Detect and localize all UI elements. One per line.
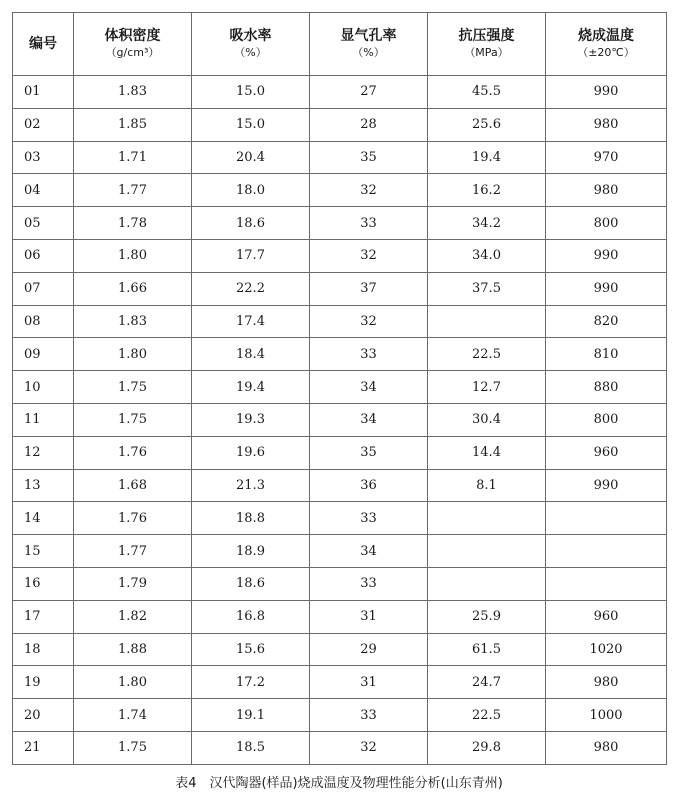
cell-compressive-strength: 22.5 [428, 338, 546, 371]
table-row [13, 76, 667, 109]
cell-apparent-porosity: 32 [310, 239, 428, 272]
cell-bulk-density: 1.74 [74, 699, 192, 732]
cell-compressive-strength [428, 567, 546, 600]
cell-compressive-strength: 61.5 [428, 633, 546, 666]
cell-firing-temperature: 800 [546, 207, 667, 240]
cell-apparent-porosity: 36 [310, 469, 428, 502]
cell-compressive-strength: 19.4 [428, 141, 546, 174]
cell-compressive-strength: 34.2 [428, 207, 546, 240]
cell-sample-id: 08 [13, 305, 74, 338]
cell-firing-temperature: 960 [546, 436, 667, 469]
table-row [13, 141, 667, 174]
cell-firing-temperature: 1020 [546, 633, 667, 666]
cell-firing-temperature [546, 502, 667, 535]
table-row [13, 535, 667, 568]
cell-apparent-porosity: 37 [310, 272, 428, 305]
cell-compressive-strength: 22.5 [428, 699, 546, 732]
cell-sample-id: 19 [13, 666, 74, 699]
cell-water-absorption: 15.0 [192, 108, 310, 141]
cell-bulk-density: 1.80 [74, 338, 192, 371]
table-row [13, 731, 667, 764]
cell-water-absorption: 17.7 [192, 239, 310, 272]
header-label: 吸水率 [229, 28, 272, 44]
cell-apparent-porosity: 27 [310, 76, 428, 109]
header-unit: （MPa） [464, 46, 509, 59]
cell-water-absorption: 19.4 [192, 371, 310, 404]
table-row [13, 469, 667, 502]
cell-apparent-porosity: 33 [310, 567, 428, 600]
cell-bulk-density: 1.88 [74, 633, 192, 666]
cell-sample-id: 07 [13, 272, 74, 305]
cell-apparent-porosity: 33 [310, 502, 428, 535]
table-row [13, 338, 667, 371]
cell-firing-temperature: 960 [546, 600, 667, 633]
table-row [13, 436, 667, 469]
cell-water-absorption: 19.6 [192, 436, 310, 469]
cell-compressive-strength: 8.1 [428, 469, 546, 502]
cell-apparent-porosity: 35 [310, 141, 428, 174]
cell-compressive-strength [428, 535, 546, 568]
cell-firing-temperature: 810 [546, 338, 667, 371]
cell-sample-id: 01 [13, 76, 74, 109]
cell-firing-temperature: 820 [546, 305, 667, 338]
header-label: 烧成温度 [578, 28, 634, 44]
cell-sample-id: 05 [13, 207, 74, 240]
cell-apparent-porosity: 34 [310, 403, 428, 436]
cell-sample-id: 10 [13, 371, 74, 404]
cell-firing-temperature: 980 [546, 731, 667, 764]
table-row [13, 371, 667, 404]
table-row [13, 699, 667, 732]
cell-sample-id: 13 [13, 469, 74, 502]
ceramics-properties-table [12, 12, 667, 765]
cell-compressive-strength: 34.0 [428, 239, 546, 272]
cell-bulk-density: 1.76 [74, 436, 192, 469]
header-label: 编号 [29, 36, 57, 52]
cell-firing-temperature: 880 [546, 371, 667, 404]
cell-firing-temperature: 980 [546, 108, 667, 141]
cell-sample-id: 15 [13, 535, 74, 568]
cell-water-absorption: 22.2 [192, 272, 310, 305]
cell-apparent-porosity: 32 [310, 731, 428, 764]
cell-sample-id: 18 [13, 633, 74, 666]
cell-compressive-strength: 25.6 [428, 108, 546, 141]
cell-bulk-density: 1.80 [74, 239, 192, 272]
table-row [13, 239, 667, 272]
cell-bulk-density: 1.75 [74, 371, 192, 404]
table-row [13, 502, 667, 535]
cell-water-absorption: 15.6 [192, 633, 310, 666]
cell-bulk-density: 1.77 [74, 174, 192, 207]
header-label: 体积密度 [104, 28, 161, 44]
header-unit: （%） [234, 46, 267, 59]
cell-apparent-porosity: 33 [310, 699, 428, 732]
cell-apparent-porosity: 34 [310, 371, 428, 404]
cell-water-absorption: 18.5 [192, 731, 310, 764]
cell-bulk-density: 1.83 [74, 76, 192, 109]
cell-apparent-porosity: 33 [310, 207, 428, 240]
header-label: 抗压强度 [458, 28, 515, 44]
cell-compressive-strength [428, 502, 546, 535]
cell-sample-id: 12 [13, 436, 74, 469]
cell-sample-id: 20 [13, 699, 74, 732]
header-label: 显气孔率 [340, 28, 397, 44]
header-cell-id [13, 13, 74, 76]
cell-bulk-density: 1.68 [74, 469, 192, 502]
cell-firing-temperature: 990 [546, 239, 667, 272]
cell-compressive-strength: 14.4 [428, 436, 546, 469]
cell-compressive-strength: 16.2 [428, 174, 546, 207]
cell-firing-temperature: 980 [546, 174, 667, 207]
cell-compressive-strength [428, 305, 546, 338]
cell-apparent-porosity: 35 [310, 436, 428, 469]
header-unit: （%） [352, 46, 385, 59]
cell-bulk-density: 1.75 [74, 731, 192, 764]
cell-compressive-strength: 24.7 [428, 666, 546, 699]
table-row [13, 108, 667, 141]
cell-bulk-density: 1.75 [74, 403, 192, 436]
cell-water-absorption: 18.9 [192, 535, 310, 568]
cell-sample-id: 06 [13, 239, 74, 272]
cell-water-absorption: 18.4 [192, 338, 310, 371]
cell-sample-id: 11 [13, 403, 74, 436]
cell-sample-id: 03 [13, 141, 74, 174]
cell-water-absorption: 18.6 [192, 207, 310, 240]
cell-firing-temperature: 800 [546, 403, 667, 436]
cell-bulk-density: 1.76 [74, 502, 192, 535]
cell-compressive-strength: 25.9 [428, 600, 546, 633]
cell-bulk-density: 1.66 [74, 272, 192, 305]
cell-water-absorption: 19.1 [192, 699, 310, 732]
cell-bulk-density: 1.80 [74, 666, 192, 699]
header-cell-bulk-density [74, 13, 192, 76]
cell-water-absorption: 16.8 [192, 600, 310, 633]
cell-sample-id: 16 [13, 567, 74, 600]
cell-compressive-strength: 45.5 [428, 76, 546, 109]
cell-water-absorption: 21.3 [192, 469, 310, 502]
cell-water-absorption: 18.6 [192, 567, 310, 600]
cell-bulk-density: 1.71 [74, 141, 192, 174]
header-row [13, 13, 667, 76]
cell-water-absorption: 17.2 [192, 666, 310, 699]
table-row [13, 567, 667, 600]
table-row [13, 272, 667, 305]
cell-firing-temperature [546, 535, 667, 568]
cell-apparent-porosity: 34 [310, 535, 428, 568]
cell-firing-temperature: 970 [546, 141, 667, 174]
cell-compressive-strength: 29.8 [428, 731, 546, 764]
cell-water-absorption: 17.4 [192, 305, 310, 338]
cell-firing-temperature: 1000 [546, 699, 667, 732]
table-row [13, 633, 667, 666]
table-caption: 表4 汉代陶器(样品)烧成温度及物理性能分析(山东青州) [175, 776, 503, 791]
cell-sample-id: 17 [13, 600, 74, 633]
table-row [13, 403, 667, 436]
cell-water-absorption: 19.3 [192, 403, 310, 436]
cell-water-absorption: 18.8 [192, 502, 310, 535]
header-cell-water-absorption [192, 13, 310, 76]
header-unit: （g/cm³） [105, 46, 160, 59]
cell-sample-id: 09 [13, 338, 74, 371]
cell-firing-temperature: 990 [546, 272, 667, 305]
cell-apparent-porosity: 32 [310, 174, 428, 207]
cell-firing-temperature [546, 567, 667, 600]
table-row [13, 305, 667, 338]
cell-bulk-density: 1.78 [74, 207, 192, 240]
table-row [13, 666, 667, 699]
cell-water-absorption: 20.4 [192, 141, 310, 174]
cell-sample-id: 02 [13, 108, 74, 141]
cell-apparent-porosity: 28 [310, 108, 428, 141]
cell-compressive-strength: 37.5 [428, 272, 546, 305]
cell-bulk-density: 1.79 [74, 567, 192, 600]
header-cell-firing-temperature [546, 13, 667, 76]
cell-sample-id: 04 [13, 174, 74, 207]
cell-apparent-porosity: 32 [310, 305, 428, 338]
cell-firing-temperature: 990 [546, 76, 667, 109]
cell-water-absorption: 18.0 [192, 174, 310, 207]
table-row [13, 207, 667, 240]
header-unit: （±20℃） [577, 46, 635, 59]
cell-apparent-porosity: 31 [310, 600, 428, 633]
cell-firing-temperature: 990 [546, 469, 667, 502]
cell-apparent-porosity: 33 [310, 338, 428, 371]
cell-bulk-density: 1.83 [74, 305, 192, 338]
cell-sample-id: 21 [13, 731, 74, 764]
cell-bulk-density: 1.77 [74, 535, 192, 568]
header-cell-apparent-porosity [310, 13, 428, 76]
table-row [13, 600, 667, 633]
table-row [13, 174, 667, 207]
cell-compressive-strength: 12.7 [428, 371, 546, 404]
cell-compressive-strength: 30.4 [428, 403, 546, 436]
cell-firing-temperature: 980 [546, 666, 667, 699]
cell-apparent-porosity: 29 [310, 633, 428, 666]
cell-water-absorption: 15.0 [192, 76, 310, 109]
header-cell-compressive-strength [428, 13, 546, 76]
cell-bulk-density: 1.85 [74, 108, 192, 141]
table-body [13, 76, 667, 765]
cell-bulk-density: 1.82 [74, 600, 192, 633]
cell-sample-id: 14 [13, 502, 74, 535]
cell-apparent-porosity: 31 [310, 666, 428, 699]
